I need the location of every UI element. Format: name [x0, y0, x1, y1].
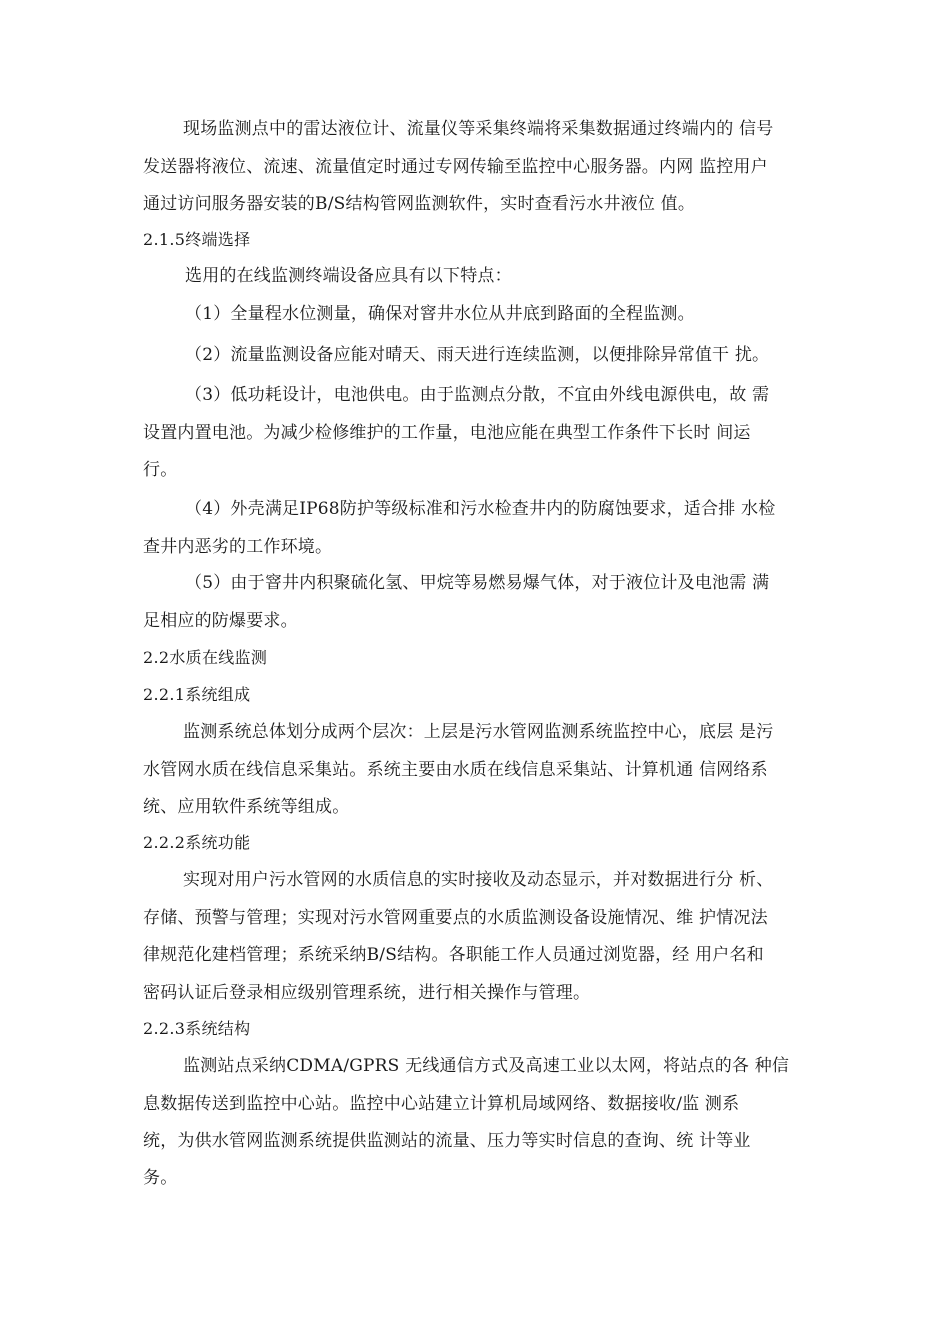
paragraph-line: 统，为供水管网监测系统提供监测站的流量、压力等实时信息的查询、统 计等业	[143, 1131, 751, 1151]
paragraph-line: 发送器将液位、流速、流量值定时通过专网传输至监控中心服务器。内网 监控用户	[143, 157, 768, 177]
list-item-continuation: 查井内恶劣的工作环境。	[143, 537, 333, 557]
paragraph-line: 现场监测点中的雷达液位计、流量仪等采集终端将采集数据通过终端内的 信号	[183, 119, 774, 139]
list-item-continuation: 足相应的防爆要求。	[143, 611, 298, 631]
list-item: （2）流量监测设备应能对晴天、雨天进行连续监测，以便排除异常值干 扰。	[185, 345, 770, 365]
list-item-continuation: 设置内置电池。为减少检修维护的工作量，电池应能在典型工作条件下长时 间运	[143, 423, 751, 443]
list-item: （1）全量程水位测量，确保对窨井水位从井底到路面的全程监测。	[185, 304, 695, 324]
section-heading: 2.2.3系统结构	[143, 1019, 251, 1038]
paragraph-line: 监测系统总体划分成两个层次：上层是污水管网监测系统监控中心，底层 是污	[183, 722, 774, 742]
paragraph-line: 统、应用软件系统等组成。	[143, 797, 350, 817]
paragraph-line: 务。	[143, 1168, 178, 1188]
paragraph-line: 律规范化建档管理；系统采纳B/S结构。各职能工作人员通过浏览器，经 用户名和	[143, 945, 764, 965]
list-item: （5）由于窨井内积聚硫化氢、甲烷等易燃易爆气体，对于液位计及电池需 满	[185, 573, 770, 593]
paragraph-line: 选用的在线监测终端设备应具有以下特点：	[185, 266, 512, 286]
paragraph-line: 通过访问服务器安装的B/S结构管网监测软件，实时查看污水井液位 值。	[143, 194, 696, 214]
list-item-continuation: 行。	[143, 460, 178, 480]
section-heading: 2.2.2系统功能	[143, 833, 251, 852]
section-heading: 2.1.5终端选择	[143, 230, 251, 249]
paragraph-line: 实现对用户污水管网的水质信息的实时接收及动态显示，并对数据进行分 析、	[183, 870, 774, 890]
paragraph-line: 息数据传送到监控中心站。监控中心站建立计算机局域网络、数据接收/监 测系	[143, 1094, 740, 1114]
section-heading: 2.2.1系统组成	[143, 685, 251, 704]
paragraph-line: 存储、预警与管理；实现对污水管网重要点的水质监测设备设施情况、维 护情况法	[143, 908, 768, 928]
list-item: （4）外壳满足IP68防护等级标准和污水检查井内的防腐蚀要求，适合排 水检	[185, 499, 776, 519]
paragraph-line: 密码认证后登录相应级别管理系统，进行相关操作与管理。	[143, 983, 591, 1003]
paragraph-line: 水管网水质在线信息采集站。系统主要由水质在线信息采集站、计算机通 信网络系	[143, 760, 768, 780]
section-heading: 2.2水质在线监测	[143, 648, 268, 667]
paragraph-line: 监测站点采纳CDMA/GPRS 无线通信方式及高速工业以太网，将站点的各 种信	[183, 1056, 790, 1076]
list-item: （3）低功耗设计，电池供电。由于监测点分散，不宜由外线电源供电，故 需	[185, 385, 770, 405]
